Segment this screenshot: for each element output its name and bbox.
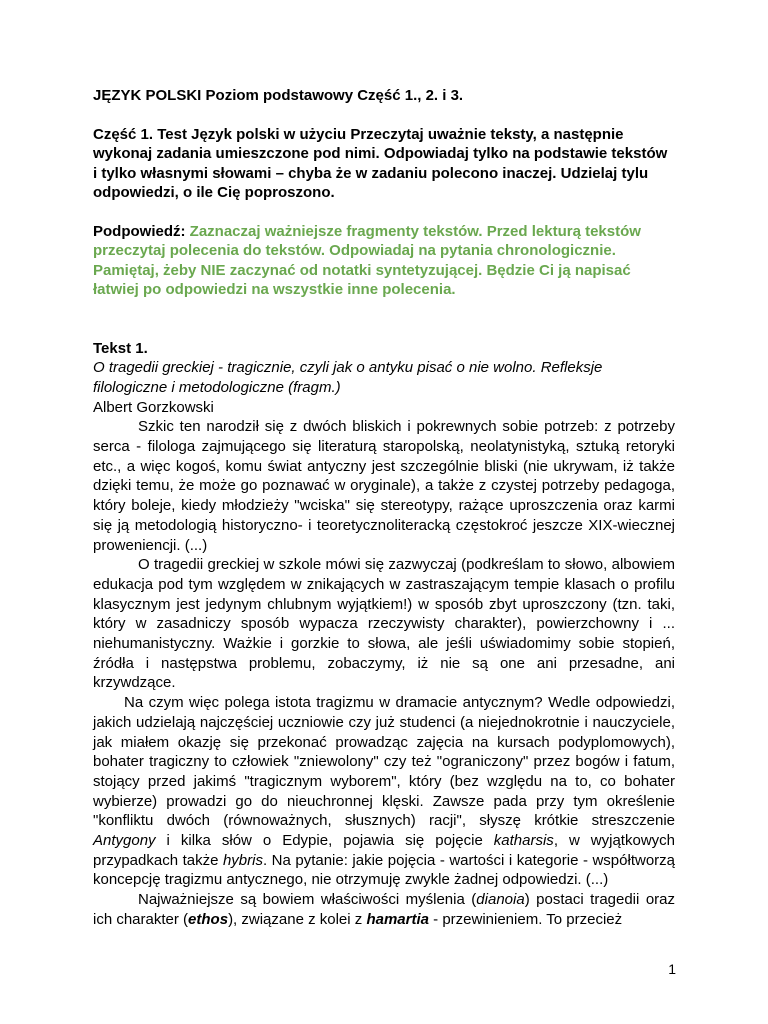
document-title: JĘZYK POLSKI Poziom podstawowy Część 1., 2. i 3. [93,87,464,104]
paragraph-2: O tragedii greckiej w szkole mówi się zazwyczaj (podkreślam to słowo, albowiem edukacja pod tym względem w znikających w zastraszającym tempie klasach o profilu klasycznym jest jedynym chlubnym wyjątkiem!) w sposób zbyt uproszczony (tzn. taki, który w zasadniczy sposób wypacza rzeczywisty charakter), powierzchowny i ... niehumanistyczny. Ważkie i gorzkie to słowa, ale jeśli uświadomimy sobie stopień, źródła i następstwa problemu, zobaczymy, iż nie są one ani przesadne, ani krzywdzące. [93,556,675,692]
text-1-author: Albert Gorzkowski [93,398,214,416]
hint-label: Podpowiedź: [93,222,186,240]
page-number: 1 [668,961,676,977]
hint [93,222,675,300]
paragraph-3: Na czym więc polega istota tragizmu w dramacie antycznym? Wedle odpowiedzi, jakich udzielają najczęściej uczniowie czy już studenci (a niejednokrotnie i nauczyciele, jak miałem okazję się przekonać prowadząc zajęcia na kursach podyplomowych), bohater tragiczny to człowiek "zniewolony" czy też "ograniczony" przez bogów i fatum, stojący przed jakimś "tragicznym wyborem", który (bez względu na to, co bohater wybierze) prowadzi go do nieuchronnej klęski. Zawsze pada przy tym określenie "konfliktu dwóch (równoważnych, słusznych) racji", słyszę krótkie streszczenie Antygony i kilka słów o Edypie, pojawia się pojęcie katharsis, w wyjątkowych przypadkach także hybris. Na pytanie: jakie pojęcia - wartości i kategorie - współtworzą koncepcję tragizmu antycznego, nie otrzymuję zwykle żadnej odpowiedzi. (...) [93,694,675,889]
document-page [93,86,675,930]
text-1 [93,339,675,930]
paragraph-4: Najważniejsze są bowiem właściwości myślenia (dianoia) postaci tragedii oraz ich charakter (ethos), związane z kolei z hamartia - przewinieniem. To przecież [93,891,675,928]
hint-text: Zaznaczaj ważniejsze fragmenty tekstów. Przed lekturą tekstów przeczytaj polecenia do tekstów. Odpowiadaj na pytania chronologicznie. Pamiętaj, żeby NIE zaczynać od notatki syntetyzującej. Będzie Ci ją napisać łatwiej po odpowiedzi na wszystkie inne polecenia. [93,222,641,298]
paragraph-1: Szkic ten narodził się z dwóch bliskich i pokrewnych sobie potrzeb: z potrzeby serca - filologa zajmującego się literaturą staropolską, neolatynistyką, sztuką retoryki etc., a więc kogoś, komu świat antyczny jest szczególnie bliski (nie ukrywam, iż także dzięki temu, że może go poznawać w oryginale), a także z czystej potrzeby pedagoga, który boleje, kiedy młodzieży "wciska" się stereotypy, rażące uproszczenia oraz karmi się ją metodologią historyczno- i teoretycznoliteracką częstokroć jeszcze XIX-wiecznej proweniencji. (...) [93,418,675,554]
instructions: Część 1. Test Język polski w użyciu Przeczytaj uważnie teksty, a następnie wykonaj zadania umieszczone pod nimi. Odpowiadaj tylko na podstawie tekstów i tylko własnymi słowami – chyba że w zadaniu polecono inaczej. Udzielaj tylu odpowiedzi, o ile Cię poproszono. [93,125,668,201]
text-1-label: Tekst 1. [93,339,148,357]
text-1-subtitle: O tragedii greckiej - tragicznie, czyli jak o antyku pisać o nie wolno. Refleksje filologiczne i metodologiczne (fragm.) [93,359,603,396]
